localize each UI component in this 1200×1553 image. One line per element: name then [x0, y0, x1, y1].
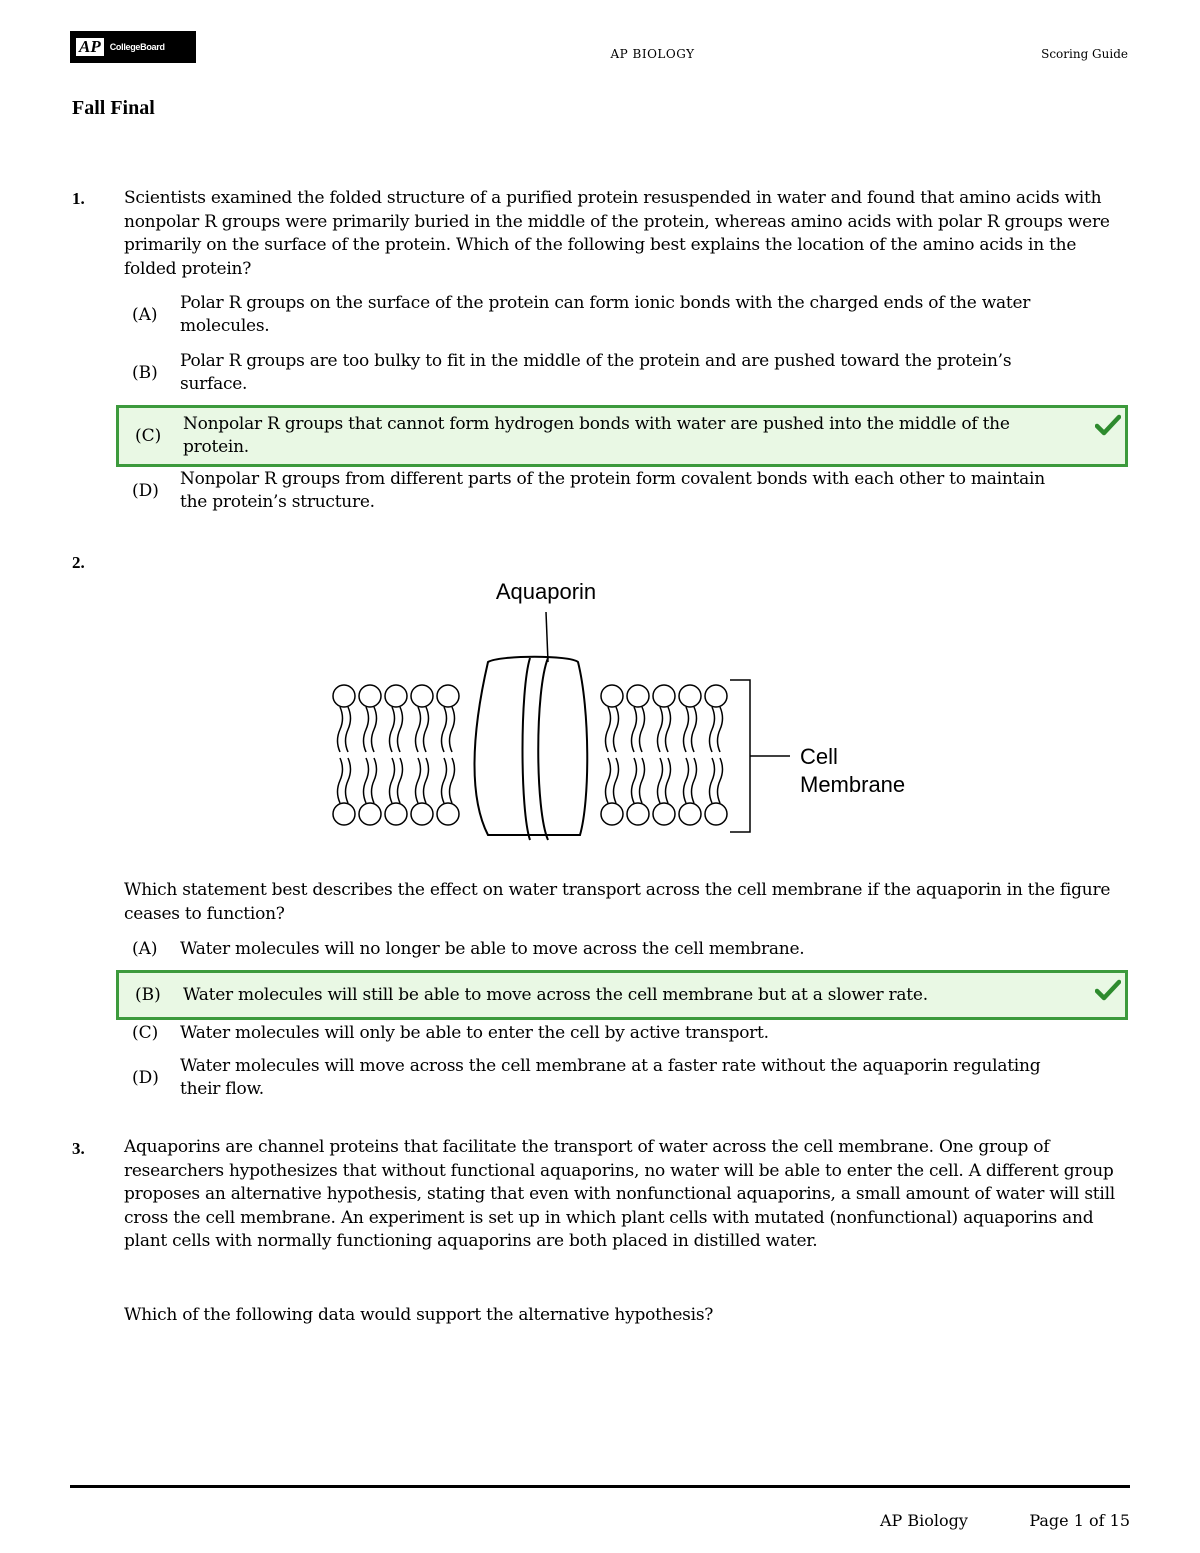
question-1-choice-c-correct[interactable] [116, 405, 1128, 467]
phospholipid-tail [424, 707, 429, 752]
phospholipid-head [627, 803, 649, 825]
phospholipid-tail [666, 707, 671, 752]
phospholipid-tail [338, 707, 343, 752]
ap-logo-mark: AP [76, 38, 104, 56]
phospholipid-tail [390, 758, 395, 803]
phospholipid-head [653, 803, 675, 825]
phospholipid-tail [372, 758, 377, 803]
page-title: Fall Final [72, 97, 155, 119]
question-3-stem: Aquaporins are channel proteins that facilitate the transport of water across the cell membrane. One group of researchers hypothesizes that without functional aquaporins, no water will be able to enter the cell. A different group proposes an alternative hypothesis, stating that even with nonfunctional aquaporins, a small amount of water will still cross the cell membrane. An experiment is set up in which plant cells with mutated (nonfunctional) aquaporins and plant cells with normally functioning aquaporins are both placed in distilled water. [124, 1137, 1115, 1251]
phospholipid-tail [606, 758, 611, 803]
phospholipid-tail [692, 707, 697, 752]
phospholipid-tail [666, 758, 671, 803]
choice-letter: (D) [132, 1068, 159, 1088]
aquaporin-pointer-line [546, 612, 548, 662]
phospholipid-tail [450, 758, 455, 803]
choice-text: Water molecules will still be able to move across the cell membrane but at a slower rate. [183, 984, 928, 1005]
choice-letter: (C) [135, 426, 162, 446]
phospholipid-tail [684, 758, 689, 803]
phospholipid-tail [416, 758, 421, 803]
question-3-number: 3. [72, 1139, 85, 1158]
phospholipid-head [333, 685, 355, 707]
question-1-stem: Scientists examined the folded structure of a purified protein resuspended in water and found that amino acids with nonpolar R groups were primarily buried in the middle of the protein, whereas amino acids with polar R groups were primarily on the surface of the protein. Which of the following best explains the location of the amino acids in the folded protein? [124, 188, 1110, 279]
choice-text: Polar R groups on the surface of the protein can form ionic bonds with the charged ends of the water molecules. [180, 293, 1031, 336]
phospholipid-tail [442, 758, 447, 803]
phospholipid-head [679, 803, 701, 825]
phospholipid-tail [442, 707, 447, 752]
phospholipid-head [679, 685, 701, 707]
phospholipid-tail [398, 707, 403, 752]
footer-subject: AP Biology [880, 1511, 968, 1530]
cell-label: Cell [800, 744, 838, 769]
phospholipid-head [601, 803, 623, 825]
choice-letter: (B) [132, 363, 158, 383]
phospholipid-tail [614, 707, 619, 752]
phospholipid-tail [718, 758, 723, 803]
phospholipid-tail [710, 758, 715, 803]
phospholipid-tail [338, 758, 343, 803]
phospholipid-tail [710, 707, 715, 752]
membrane-label: Membrane [800, 772, 906, 797]
phospholipid-tail [718, 707, 723, 752]
membrane-bracket [730, 680, 750, 832]
phospholipid-tail [692, 758, 697, 803]
phospholipid-tail [424, 758, 429, 803]
phospholipid-tail [364, 758, 369, 803]
header-subject: AP BIOLOGY [610, 47, 695, 61]
footer-divider [70, 1485, 1130, 1488]
correct-check-icon [1095, 979, 1121, 1001]
phospholipid-head [333, 803, 355, 825]
question-2-choice-d[interactable] [116, 1054, 1128, 1102]
choice-letter: (D) [132, 481, 159, 501]
phospholipid-head [437, 803, 459, 825]
choice-letter: (B) [135, 985, 161, 1005]
aquaporin-protein [475, 657, 588, 840]
phospholipid-tail [390, 707, 395, 752]
choice-text: Polar R groups are too bulky to fit in the middle of the protein and are pushed toward the protein’s surface. [180, 351, 1012, 394]
phospholipid-tail [614, 758, 619, 803]
phospholipid-tail [364, 707, 369, 752]
choice-text: Nonpolar R groups that cannot form hydrogen bonds with water are pushed into the middle of the protein. [183, 414, 1010, 457]
choice-letter: (A) [132, 939, 158, 959]
phospholipid-head [411, 685, 433, 707]
phospholipid-tail [606, 707, 611, 752]
question-1-number: 1. [72, 189, 85, 208]
question-2-choice-c[interactable] [116, 1020, 1128, 1046]
phospholipid-head [601, 685, 623, 707]
correct-check-icon [1095, 414, 1121, 436]
aquaporin-membrane-diagram [320, 570, 940, 855]
phospholipid-tail [346, 707, 351, 752]
aquaporin-label: Aquaporin [495, 579, 597, 604]
phospholipid-tail [640, 758, 645, 803]
header-scoring-guide: Scoring Guide [1041, 47, 1128, 61]
phospholipid-head [385, 803, 407, 825]
phospholipid-tail [640, 707, 645, 752]
phospholipid-tail [632, 707, 637, 752]
choice-text: Nonpolar R groups from different parts of the protein form covalent bonds with each other to maintain the protein’s structure. [180, 469, 1045, 512]
phospholipid-tail [658, 707, 663, 752]
choice-text: Water molecules will no longer be able to move across the cell membrane. [180, 938, 805, 959]
phospholipid-tail [372, 707, 377, 752]
question-2-stem: Which statement best describes the effect on water transport across the cell membrane if the aquaporin in the figure ceases to function? [124, 880, 1111, 924]
phospholipid-tail [632, 758, 637, 803]
phospholipid-tail [416, 707, 421, 752]
phospholipid-head [627, 685, 649, 707]
question-1-choice-a[interactable] [116, 291, 1128, 339]
collegeboard-logo-text: CollegeBoard [109, 42, 165, 52]
question-1-choice-d[interactable] [116, 467, 1128, 515]
phospholipid-head [359, 685, 381, 707]
choice-letter: (A) [132, 305, 158, 325]
question-3-prompt: Which of the following data would support the alternative hypothesis? [124, 1305, 714, 1325]
phospholipid-head [705, 685, 727, 707]
footer-page-number: Page 1 of 15 [1029, 1511, 1130, 1530]
phospholipid-tail [450, 707, 455, 752]
question-2-choice-a[interactable] [116, 936, 1128, 962]
phospholipid-tail [346, 758, 351, 803]
phospholipid-head [705, 803, 727, 825]
phospholipid-tail [658, 758, 663, 803]
choice-letter: (C) [132, 1023, 159, 1043]
phospholipid-head [653, 685, 675, 707]
question-2-number: 2. [72, 553, 85, 572]
question-1-choice-b[interactable] [116, 349, 1128, 397]
choice-text: Water molecules will move across the cell membrane at a faster rate without the aquaporin regulating their flow. [180, 1056, 1041, 1099]
phospholipid-head [385, 685, 407, 707]
phospholipid-head [359, 803, 381, 825]
choice-text: Water molecules will only be able to enter the cell by active transport. [180, 1022, 769, 1043]
phospholipid-head [437, 685, 459, 707]
phospholipid-tail [398, 758, 403, 803]
phospholipid-tail [684, 707, 689, 752]
phospholipid-head [411, 803, 433, 825]
question-2-choice-b-correct[interactable] [116, 970, 1128, 1020]
